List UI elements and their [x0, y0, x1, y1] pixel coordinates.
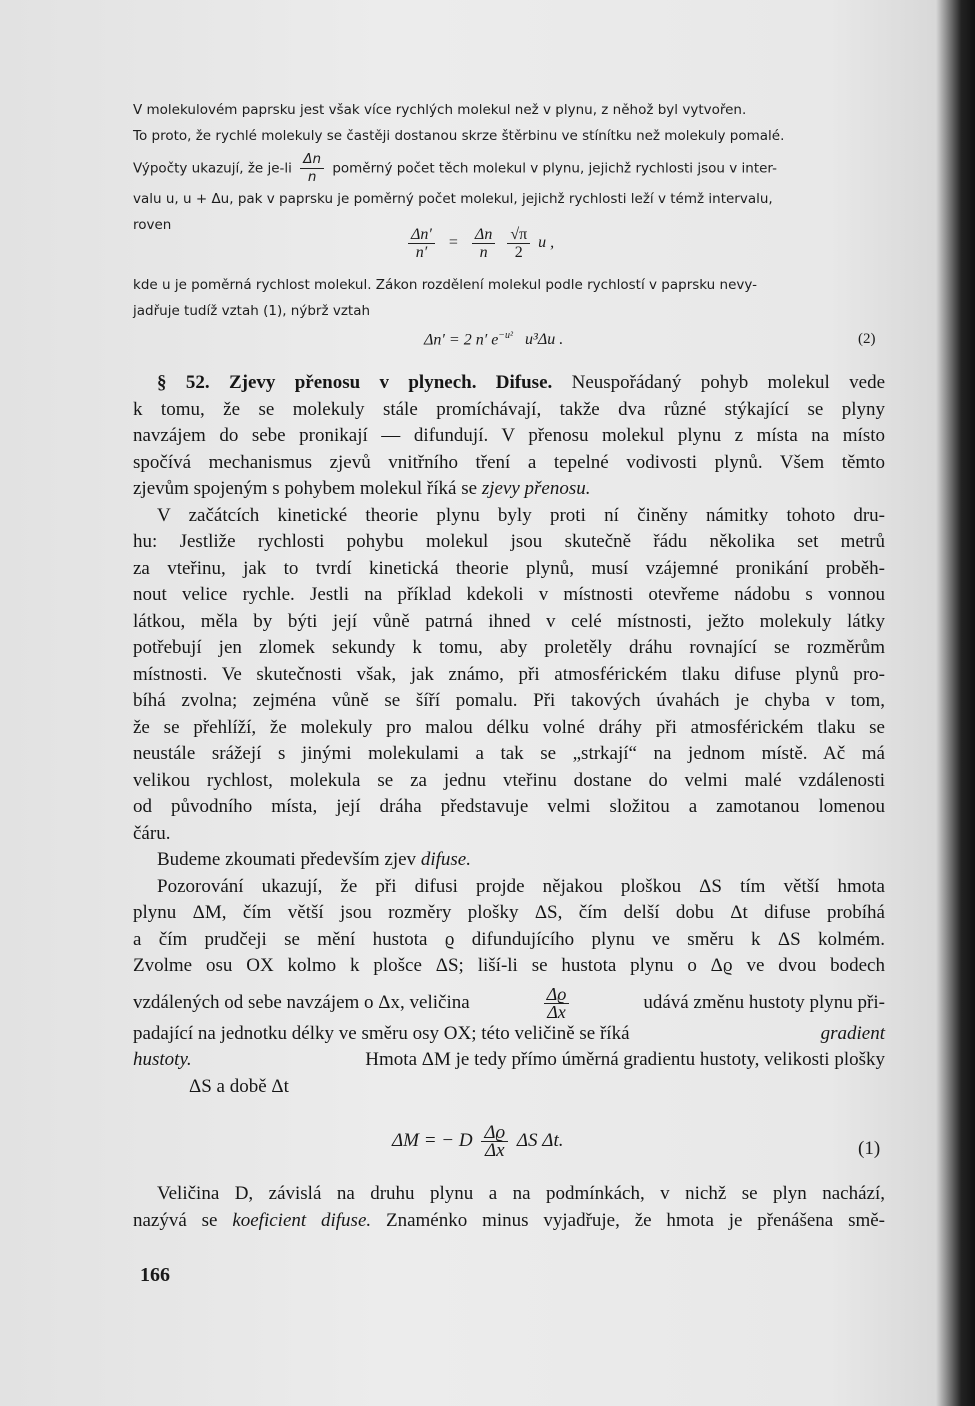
gradient-denominator: Δx [547, 1001, 566, 1022]
small-print-block-2 [133, 272, 878, 324]
para2-line-11: velikou rychlost, molekula se za jednu vteřinu dostane do velmi malé vzdálenosti [133, 769, 885, 791]
para2-line-3: za vteřinu, jak to tvrdí kinetická theorie plynů, musí vzájemné pronikání proběh- [133, 557, 885, 579]
main-text-2 [133, 1181, 885, 1234]
para3-text: Budeme zkoumati především zjev [157, 849, 417, 870]
para3 [133, 847, 885, 874]
term-gradient: gradient [820, 1022, 885, 1044]
para4-line-1: Pozorování ukazují, že při difusi projde nějakou ploškou ΔS tím větší hmota [157, 875, 885, 897]
equation-1-number: (1) [858, 1138, 881, 1159]
small-line-3 [133, 151, 878, 186]
equation-2-number: (2) [858, 331, 876, 347]
para4-line-8: ΔS a době Δt [189, 1075, 289, 1097]
eq1-rhs: ΔS Δt. [516, 1129, 564, 1151]
fraction-numerator: Δn [300, 151, 324, 169]
para2-line-12: od původního místa, její dráha představuje velmi složitou a zamotanou lomenou [133, 796, 885, 817]
para4-line-5-end: udává změnu hustoty plynu při- [643, 991, 885, 1013]
para2-line-5: látkou, měla by býti její vůně patrná ihned v celé místnosti, ježto molekuly látky [133, 610, 885, 632]
para2-line-1: V začátcích kinetické theorie plynu byly proti ní činěny námitky tohoto dru- [157, 504, 885, 526]
gradient-numerator: Δϱ [544, 986, 570, 1004]
para1-line-1: Neuspořádaný pohyb molekul vede [571, 372, 886, 393]
para5-line-2-end: Znaménko minus vyjadřuje, že hmota je přenášena smě- [385, 1209, 886, 1231]
small-line-4: valu u, u + Δu, pak v paprsku je poměrný počet molekul, jejichž rychlosti leží v témž intervalu, [133, 191, 773, 207]
eq-a-tail: u , [538, 234, 555, 252]
section-title: Zjevy přenosu v plynech. Difuse. [228, 372, 553, 393]
term-zjevy-prenosu: zjevy přenosu. [481, 478, 591, 499]
para5-line-2-start: nazývá se [133, 1209, 218, 1231]
section-symbol: § [157, 372, 167, 393]
eq-b-tail: u³Δu . [525, 331, 564, 349]
eq-a-r1-den: n [479, 244, 488, 261]
small-line-3-start: Výpočty ukazují, že je-li [133, 160, 292, 177]
small-line-2: To proto, že rychlé molekuly se častěji dostanou skrze štěrbinu ve stínítku než molekuly pomalé. [133, 128, 785, 144]
para2-line-9: že se přehlíží, že molekuly pro malou délku volné dráhy při atmosférickém tlaku se [133, 716, 885, 738]
small-line-1: V molekulovém paprsku jest však více rychlých molekul než v plynu, z něhož byl vytvořen. [133, 102, 747, 118]
equation-beam-distribution [404, 226, 554, 261]
para2-line-8: bíhá zvolna; zejména vůně se šíří pomalu. Při takových úvahách je chyba v tom, [133, 690, 885, 711]
equation-1 [392, 1124, 563, 1159]
fraction-delta-n-over-n [300, 151, 324, 186]
small-line-6: kde u je poměrná rychlost molekul. Zákon rozdělení molekul podle rychlostí v paprsku nevy- [133, 277, 758, 293]
para2-line-4: nout velice rychle. Jestli na příklad kdekoli v místnosti otevřeme nádobu s vonnou [133, 584, 885, 605]
page-number: 166 [140, 1264, 170, 1286]
para1-line-4: spočívá mechanismus zjevů vnitřního tření a tepelné vodivosti plynů. Všem těmto [133, 451, 885, 473]
eq1-lhs: ΔM = − D [392, 1129, 473, 1151]
section-number: 52. [185, 372, 210, 393]
para2-line-10: neustále srážejí s jinými molekulami a tak se „strkají“ na jednom místě. Ač má [133, 743, 885, 764]
eq-b-main: Δn′ = 2 n′ e [424, 331, 499, 349]
fraction-denominator: n [307, 169, 317, 185]
para2-line-7: místnosti. Ve skutečnosti však, jak známo, při atmosférickém tlaku difuse plynů pro- [133, 663, 885, 685]
para4-line-3: a čím prudčeji se mění hustota ϱ difundujícího plynu ve směru k ΔS kolmém. [133, 928, 885, 950]
eq-a-r2-fraction [507, 226, 530, 261]
small-line-7: jadřuje tudíž vztah (1), nýbrž vztah [133, 303, 371, 319]
small-line-5: roven [133, 217, 172, 233]
main-text [133, 370, 885, 1100]
term-koeficient-difuse: koeficient difuse. [232, 1209, 372, 1231]
eq-a-r2-num: √π [507, 226, 530, 244]
para2-line-2: hu: Jestliže rychlosti pohybu molekul jsou skutečně řádu několika set metrů [133, 531, 885, 552]
eq-a-equals: = [448, 234, 458, 252]
eq-a-lhs-num: Δn′ [408, 226, 435, 244]
eq1-fraction [481, 1124, 508, 1159]
para1-line-3: navzájem do sebe pronikají — difundují. V přenosu molekul plynu z místa na místo [133, 425, 885, 446]
para1-line-5-text: zjevům spojeným s pohybem molekul říká se [133, 478, 478, 499]
para1-line-5 [133, 476, 885, 503]
para4-line-4: Zvolme osu OX kolmo k plošce ΔS; liší-li se hustota plynu o Δϱ ve dvou bodech [133, 955, 885, 976]
para4-line-6 [133, 1021, 885, 1048]
para5-line-1: Veličina D, závislá na druhu plynu a na podmínkách, v nichž se plyn nachází, [157, 1183, 885, 1204]
fraction-density-gradient [544, 983, 570, 1022]
para2-line-6: potřebují jen zlomek sekundy k tomu, aby proletěly dráhu rovnající se rozměrům [133, 637, 885, 658]
para1-line-2: k tomu, že se molekuly stále promíchávají, takže dva různé stýkající se plyny [133, 398, 885, 420]
eq1-num: Δϱ [481, 1124, 508, 1142]
eq-a-r1-fraction [472, 226, 495, 261]
eq-a-r1-num: Δn [472, 226, 495, 244]
eq-b-sup: −u² [498, 330, 514, 341]
eq-a-lhs-fraction [408, 226, 435, 261]
para4-line-6-text: padající na jednotku délky ve směru osy OX; této veličině se říká [133, 1022, 630, 1044]
para2-line-13: čáru. [133, 822, 171, 844]
eq-a-lhs-den: n′ [415, 244, 428, 261]
term-difuse: difuse. [420, 849, 471, 870]
section-52-first-line [133, 370, 885, 397]
para4-line-7 [133, 1047, 885, 1074]
para4-line-7-text: Hmota ΔM je tedy přímo úměrná gradientu hustoty, velikosti plošky [365, 1049, 885, 1070]
para5-line-2 [133, 1208, 885, 1235]
term-hustoty: hustoty. [133, 1049, 192, 1070]
eq1-den: Δx [484, 1140, 505, 1161]
small-print-block [133, 97, 878, 238]
para4-line-2: plynu ΔM, čím větší jsou rozměry plošky ΔS, čím delší dobu Δt difuse probíhá [133, 902, 885, 923]
para4-line-5-start: vzdálených od sebe navzájem o Δx, veličina [133, 991, 470, 1013]
para4-line-5 [133, 983, 885, 1022]
equation-2 [424, 330, 563, 349]
eq-a-r2-den: 2 [514, 244, 523, 261]
small-line-3-end: poměrný počet těch molekul v plynu, jejichž rychlosti jsou v inter- [332, 160, 777, 177]
